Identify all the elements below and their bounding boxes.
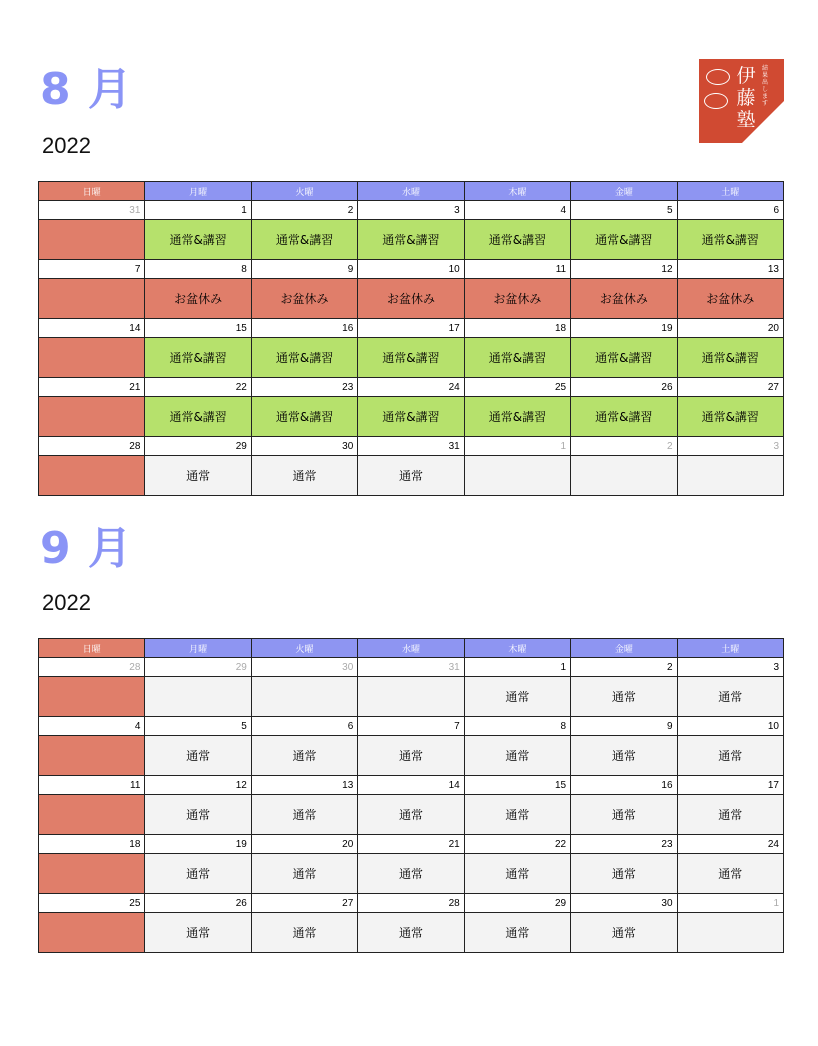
schedule-cell: お盆休み (464, 279, 570, 319)
date-number: 18 (464, 319, 570, 338)
date-number: 4 (464, 201, 570, 220)
date-number-row (39, 658, 784, 677)
date-number: 3 (677, 658, 783, 677)
weekday-header: 木曜 (464, 639, 570, 658)
schedule-row (39, 279, 784, 319)
schedule-cell: 通常&講習 (145, 220, 251, 260)
schedule-cell: 通常 (464, 795, 570, 835)
date-number: 5 (145, 717, 251, 736)
date-number: 22 (464, 835, 570, 854)
schedule-cell: 通常 (464, 736, 570, 776)
schedule-cell: 通常 (677, 795, 783, 835)
schedule-cell: 通常 (251, 736, 357, 776)
date-number: 22 (145, 378, 251, 397)
date-number: 19 (571, 319, 677, 338)
schedule-cell: 通常&講習 (358, 338, 464, 378)
calendar-august (38, 181, 784, 496)
date-number-row (39, 835, 784, 854)
date-number: 23 (571, 835, 677, 854)
schedule-cell: 通常 (251, 456, 357, 496)
date-number: 31 (358, 437, 464, 456)
schedule-cell: 通常 (677, 677, 783, 717)
schedule-cell (39, 736, 145, 776)
date-number: 27 (677, 378, 783, 397)
schedule-cell: 通常&講習 (464, 338, 570, 378)
schedule-cell: 通常&講習 (145, 397, 251, 437)
schedule-cell: 通常 (464, 677, 570, 717)
schedule-cell: お盆休み (677, 279, 783, 319)
date-number: 2 (571, 658, 677, 677)
schedule-cell (358, 677, 464, 717)
date-number: 14 (358, 776, 464, 795)
schedule-cell (39, 279, 145, 319)
schedule-cell: 通常&講習 (677, 220, 783, 260)
month-title-august: 8 月 (40, 64, 133, 115)
calendar-september (38, 638, 784, 953)
schedule-cell: 通常&講習 (358, 397, 464, 437)
date-number-row (39, 894, 784, 913)
date-number: 27 (251, 894, 357, 913)
date-number: 25 (464, 378, 570, 397)
schedule-cell (571, 456, 677, 496)
weekday-header: 月曜 (145, 182, 251, 201)
date-number: 10 (358, 260, 464, 279)
date-number: 6 (677, 201, 783, 220)
date-number: 20 (251, 835, 357, 854)
schedule-cell: 通常 (464, 854, 570, 894)
weekday-header: 日曜 (39, 182, 145, 201)
schedule-cell: 通常&講習 (677, 397, 783, 437)
schedule-cell: 通常 (251, 913, 357, 953)
date-number: 29 (464, 894, 570, 913)
weekday-header: 木曜 (464, 182, 570, 201)
date-number: 26 (145, 894, 251, 913)
schedule-row (39, 220, 784, 260)
date-number: 29 (145, 437, 251, 456)
weekday-header: 火曜 (251, 182, 357, 201)
date-number: 21 (39, 378, 145, 397)
date-number: 20 (677, 319, 783, 338)
date-number-row (39, 319, 784, 338)
date-number: 8 (464, 717, 570, 736)
date-number: 4 (39, 717, 145, 736)
weekday-header: 水曜 (358, 182, 464, 201)
date-number-row (39, 717, 784, 736)
date-number: 16 (251, 319, 357, 338)
date-number: 15 (145, 319, 251, 338)
date-number: 28 (39, 658, 145, 677)
weekday-header: 土曜 (677, 182, 783, 201)
schedule-cell (464, 456, 570, 496)
date-number: 2 (571, 437, 677, 456)
schedule-cell (39, 913, 145, 953)
schedule-cell: 通常&講習 (251, 338, 357, 378)
date-number: 9 (571, 717, 677, 736)
schedule-cell (39, 456, 145, 496)
schedule-cell: お盆休み (251, 279, 357, 319)
schedule-cell (251, 677, 357, 717)
schedule-cell: 通常 (571, 795, 677, 835)
date-number: 13 (251, 776, 357, 795)
schedule-cell: 通常 (571, 677, 677, 717)
schedule-cell: 通常 (251, 795, 357, 835)
schedule-cell (677, 913, 783, 953)
date-number: 17 (677, 776, 783, 795)
date-number: 1 (145, 201, 251, 220)
date-number: 21 (358, 835, 464, 854)
schedule-cell: 通常 (358, 854, 464, 894)
date-number: 7 (39, 260, 145, 279)
month-title-september: 9 月 (40, 523, 133, 574)
schedule-row (39, 736, 784, 776)
date-number: 12 (145, 776, 251, 795)
year-label-august: 2022 (42, 133, 91, 158)
schedule-cell (39, 854, 145, 894)
date-number: 6 (251, 717, 357, 736)
schedule-row (39, 913, 784, 953)
date-number: 15 (464, 776, 570, 795)
schedule-cell: 通常&講習 (677, 338, 783, 378)
schedule-cell: 通常 (145, 795, 251, 835)
date-number: 16 (571, 776, 677, 795)
weekday-header: 日曜 (39, 639, 145, 658)
date-number: 28 (39, 437, 145, 456)
schedule-cell: 通常&講習 (145, 338, 251, 378)
schedule-cell: 通常&講習 (464, 397, 570, 437)
schedule-row (39, 397, 784, 437)
weekday-header: 水曜 (358, 639, 464, 658)
date-number: 14 (39, 319, 145, 338)
weekday-header: 土曜 (677, 639, 783, 658)
date-number: 3 (677, 437, 783, 456)
schedule-cell: 通常&講習 (358, 220, 464, 260)
date-number: 11 (39, 776, 145, 795)
schedule-cell (145, 677, 251, 717)
schedule-cell (39, 677, 145, 717)
schedule-cell: 通常 (145, 456, 251, 496)
schedule-cell (39, 397, 145, 437)
schedule-row (39, 677, 784, 717)
date-number: 23 (251, 378, 357, 397)
schedule-cell: 通常 (251, 854, 357, 894)
schedule-cell (39, 795, 145, 835)
logo-badge-icon (704, 93, 728, 109)
schedule-cell: お盆休み (358, 279, 464, 319)
date-number: 7 (358, 717, 464, 736)
date-number-row (39, 437, 784, 456)
schedule-cell: 通常 (677, 736, 783, 776)
date-number: 1 (464, 658, 570, 677)
schedule-cell: 通常 (358, 456, 464, 496)
schedule-row (39, 338, 784, 378)
schedule-cell: 通常 (571, 736, 677, 776)
logo-badge-icon (706, 69, 730, 85)
schedule-cell: 通常 (145, 913, 251, 953)
date-number: 30 (251, 437, 357, 456)
date-number: 1 (677, 894, 783, 913)
schedule-cell (39, 338, 145, 378)
logo-kanji: 伊 藤 塾 (736, 65, 756, 131)
weekday-header: 月曜 (145, 639, 251, 658)
weekday-header: 金曜 (571, 182, 677, 201)
schedule-row (39, 795, 784, 835)
schedule-cell: 通常&講習 (571, 220, 677, 260)
schedule-cell: 通常&講習 (251, 397, 357, 437)
date-number: 24 (677, 835, 783, 854)
schedule-cell: 通常 (571, 913, 677, 953)
logo-corner-notch (742, 101, 784, 143)
date-number: 13 (677, 260, 783, 279)
date-number: 3 (358, 201, 464, 220)
date-number: 9 (251, 260, 357, 279)
date-number: 31 (358, 658, 464, 677)
year-label-september: 2022 (42, 590, 91, 615)
date-number-row (39, 378, 784, 397)
date-number: 25 (39, 894, 145, 913)
schedule-cell: 通常 (464, 913, 570, 953)
schedule-cell: 通常&講習 (251, 220, 357, 260)
date-number: 11 (464, 260, 570, 279)
date-number: 2 (251, 201, 357, 220)
date-number: 1 (464, 437, 570, 456)
schedule-cell: お盆休み (145, 279, 251, 319)
schedule-cell: 通常 (358, 913, 464, 953)
schedule-cell: 通常 (677, 854, 783, 894)
date-number: 8 (145, 260, 251, 279)
date-number: 12 (571, 260, 677, 279)
schedule-cell (677, 456, 783, 496)
schedule-cell: 通常 (358, 795, 464, 835)
date-number: 18 (39, 835, 145, 854)
schedule-cell (39, 220, 145, 260)
schedule-cell: お盆休み (571, 279, 677, 319)
schedule-row (39, 854, 784, 894)
schedule-cell: 通常&講習 (464, 220, 570, 260)
date-number: 26 (571, 378, 677, 397)
date-number-row (39, 201, 784, 220)
date-number: 19 (145, 835, 251, 854)
schedule-cell: 通常&講習 (571, 338, 677, 378)
weekday-header-row (39, 639, 784, 658)
date-number: 29 (145, 658, 251, 677)
ito-juku-logo (699, 59, 784, 143)
schedule-cell: 通常&講習 (571, 397, 677, 437)
schedule-cell: 通常 (358, 736, 464, 776)
weekday-header: 金曜 (571, 639, 677, 658)
date-number-row (39, 776, 784, 795)
schedule-cell: 通常 (145, 736, 251, 776)
date-number: 30 (251, 658, 357, 677)
date-number: 24 (358, 378, 464, 397)
weekday-header: 火曜 (251, 639, 357, 658)
date-number: 17 (358, 319, 464, 338)
date-number: 5 (571, 201, 677, 220)
date-number-row (39, 260, 784, 279)
date-number: 10 (677, 717, 783, 736)
date-number: 28 (358, 894, 464, 913)
schedule-cell: 通常 (571, 854, 677, 894)
logo-tagline: 結果出します (761, 65, 768, 107)
weekday-header-row (39, 182, 784, 201)
schedule-row (39, 456, 784, 496)
schedule-cell: 通常 (145, 854, 251, 894)
date-number: 31 (39, 201, 145, 220)
date-number: 30 (571, 894, 677, 913)
